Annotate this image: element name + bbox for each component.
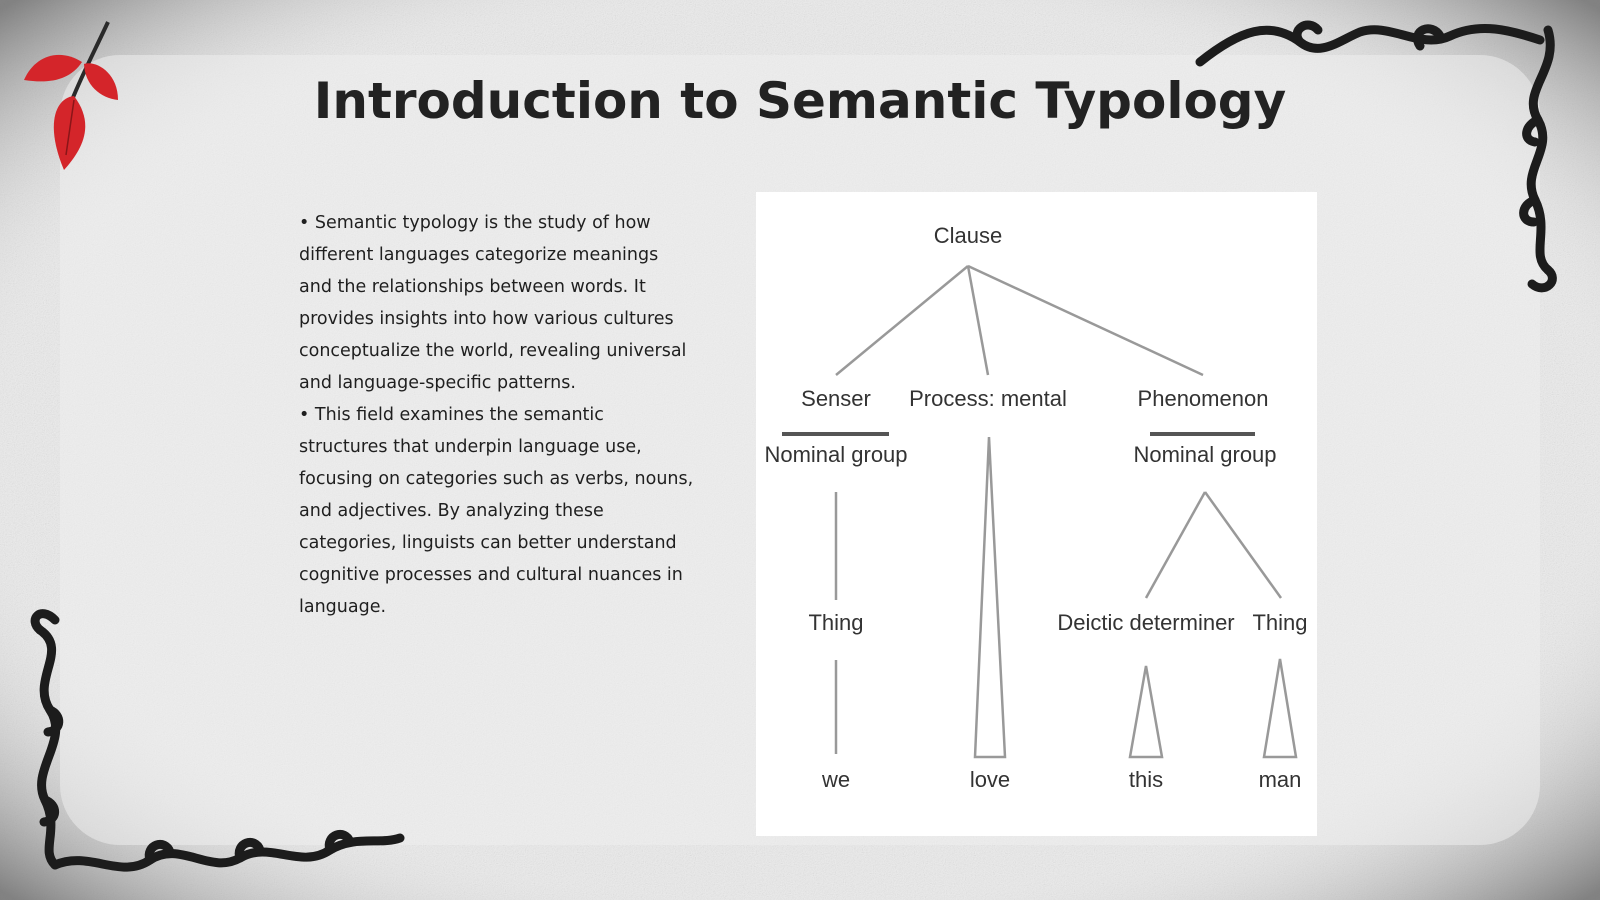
tree-triangle (1264, 659, 1296, 757)
leaf-word: this (1128, 767, 1164, 792)
leaf-word: we (821, 767, 851, 792)
node-deictic-determiner: Deictic determiner (1057, 610, 1235, 635)
node-senser: Senser (801, 386, 871, 411)
leaf-word: love (969, 767, 1011, 792)
body-text (299, 207, 694, 623)
constituency-tree-diagram (756, 192, 1317, 836)
tree-edge (968, 266, 988, 375)
slide-title (0, 72, 1600, 130)
node-nominal-group: Nominal group (764, 442, 908, 467)
tree-triangle (975, 437, 1005, 757)
node-thing: Thing (1252, 610, 1308, 635)
node-thing: Thing (808, 610, 864, 635)
tree-edge (836, 266, 968, 375)
node-clause: Clause (933, 223, 1003, 248)
tree-edge (1205, 492, 1281, 598)
bullet-paragraph: • Semantic typology is the study of how different languages categorize meanings and the relationships between words. It provides insights into how various cultures conceptualize the world, revealing universal and language-specific patterns. (299, 213, 687, 393)
tree-edge (968, 266, 1203, 375)
tree-edge (1146, 492, 1205, 598)
slide-title-text: Introduction to Semantic Typology (313, 72, 1287, 130)
leaf-word: man (1258, 767, 1302, 792)
node-process: Process: mental (909, 386, 1067, 411)
node-nominal-group: Nominal group (1133, 442, 1277, 467)
node-phenomenon: Phenomenon (1137, 386, 1269, 411)
diagram-panel (756, 192, 1317, 836)
tree-triangle (1130, 666, 1162, 757)
bullet-paragraph: • This field examines the semantic structures that underpin language use, focusing on categories such as verbs, nouns, and adjectives. By analyzing these categories, linguists can better understand cognitive processes and cultural nuances in language. (299, 405, 694, 617)
